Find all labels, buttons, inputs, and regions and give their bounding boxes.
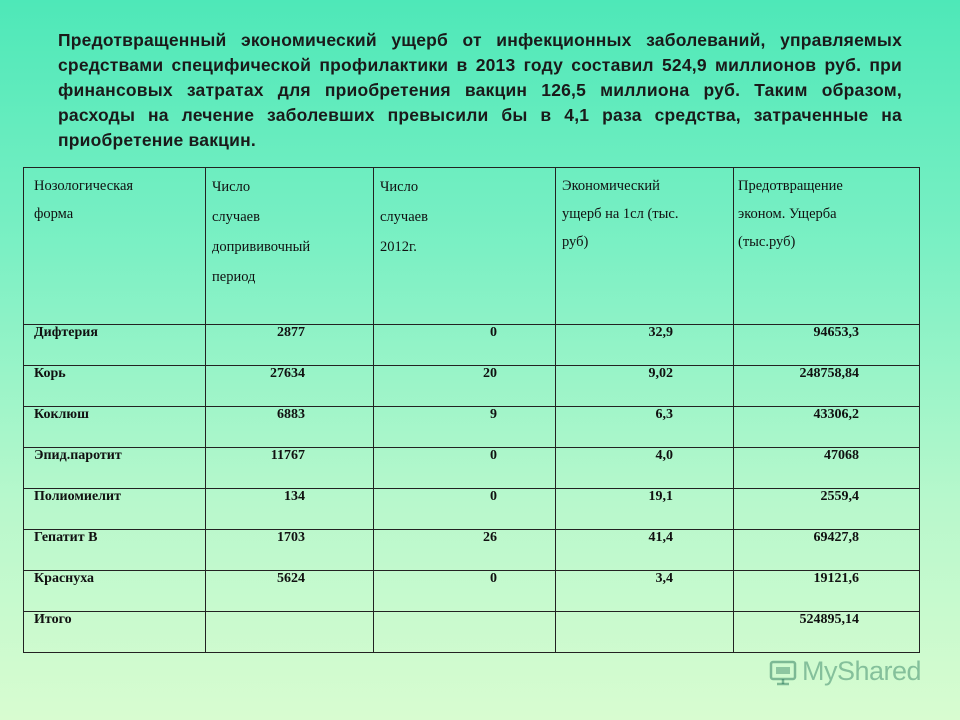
cell-disease: Краснуха: [24, 571, 206, 612]
presentation-logo-icon: [768, 657, 798, 687]
table-row-total: [24, 612, 920, 653]
cell-pre-vaccine: 11767: [206, 448, 374, 489]
cell-2012: 0: [374, 571, 556, 612]
cell-prevented: 2559,4: [734, 489, 920, 530]
cell-prevented: 19121,6: [734, 571, 920, 612]
header-line: случаев: [380, 209, 428, 225]
table-row: [24, 448, 920, 489]
cell-damage-per-case: 41,4: [556, 530, 734, 571]
header-line: Предотвращение: [738, 178, 843, 194]
cell-disease: Полиомиелит: [24, 489, 206, 530]
cell-damage-per-case: 32,9: [556, 325, 734, 366]
header-line: Нозологическая: [34, 178, 134, 194]
header-prevented-damage: [734, 168, 920, 325]
header-line: Экономический: [562, 178, 660, 194]
table-row: [24, 571, 920, 612]
cell-disease: Эпид.паротит: [24, 448, 206, 489]
cell-2012: 20: [374, 366, 556, 407]
cell-disease: Дифтерия: [24, 325, 206, 366]
cell-pre-vaccine: 27634: [206, 366, 374, 407]
header-line: случаев: [212, 209, 260, 225]
table-row: [24, 489, 920, 530]
cell-pre-vaccine: 1703: [206, 530, 374, 571]
cell-prevented: 43306,2: [734, 407, 920, 448]
watermark: [768, 656, 921, 687]
cell-total-label: Итого: [24, 612, 206, 653]
page-heading: Предотвращенный экономический ущерб от инфекционных заболеваний, управляемых средствами специфической профилактики в 2013 году составил 524,9 миллионов руб. при финансовых затратах для приобретения вакцин 126,5 миллиона руб. Таким образом, расходы на лечение заболевших превысили бы в 4,1 раза средства, затраченные на приобретение вакцин.: [58, 30, 902, 150]
watermark-text: MyShared: [802, 656, 922, 686]
header-line: Число: [380, 179, 419, 195]
header-line: ущерб на 1сл (тыс.: [562, 206, 679, 222]
cell-2012: 0: [374, 489, 556, 530]
header-cases-2012: [374, 168, 556, 325]
cell-prevented: 94653,3: [734, 325, 920, 366]
cell-disease: Коклюш: [24, 407, 206, 448]
cell-2012: 9: [374, 407, 556, 448]
cell-2012: [374, 612, 556, 653]
cell-disease: Корь: [24, 366, 206, 407]
cell-damage-per-case: 6,3: [556, 407, 734, 448]
header-line: эконом. Ущерба: [738, 206, 837, 222]
header-line: (тыс.руб): [738, 234, 796, 250]
cell-damage-per-case: 19,1: [556, 489, 734, 530]
cell-pre-vaccine: [206, 612, 374, 653]
cell-2012: 0: [374, 448, 556, 489]
table-row: [24, 407, 920, 448]
header-pre-vaccine-cases: [206, 168, 374, 325]
cell-2012: 26: [374, 530, 556, 571]
header-line: период: [212, 269, 256, 285]
cell-prevented: 69427,8: [734, 530, 920, 571]
cell-damage-per-case: 9,02: [556, 366, 734, 407]
header-nosology: [24, 168, 206, 325]
table-row: [24, 366, 920, 407]
cell-pre-vaccine: 134: [206, 489, 374, 530]
table-header-row: [24, 168, 920, 325]
header-line: Число: [212, 179, 251, 195]
table-row: [24, 325, 920, 366]
cell-pre-vaccine: 6883: [206, 407, 374, 448]
cell-damage-per-case: 4,0: [556, 448, 734, 489]
cell-damage-per-case: 3,4: [556, 571, 734, 612]
cell-damage-per-case: [556, 612, 734, 653]
header-line: форма: [34, 206, 74, 222]
cell-pre-vaccine: 2877: [206, 325, 374, 366]
cell-prevented: 47068: [734, 448, 920, 489]
header-line: 2012г.: [380, 239, 417, 255]
table-row: [24, 530, 920, 571]
cell-total-prevented: 524895,14: [734, 612, 920, 653]
header-line: руб): [562, 234, 589, 250]
cell-2012: 0: [374, 325, 556, 366]
header-line: допрививочный: [212, 239, 311, 255]
cell-prevented: 248758,84: [734, 366, 920, 407]
cell-disease: Гепатит В: [24, 530, 206, 571]
cell-pre-vaccine: 5624: [206, 571, 374, 612]
damage-table: [23, 167, 920, 653]
header-damage-per-case: [556, 168, 734, 325]
